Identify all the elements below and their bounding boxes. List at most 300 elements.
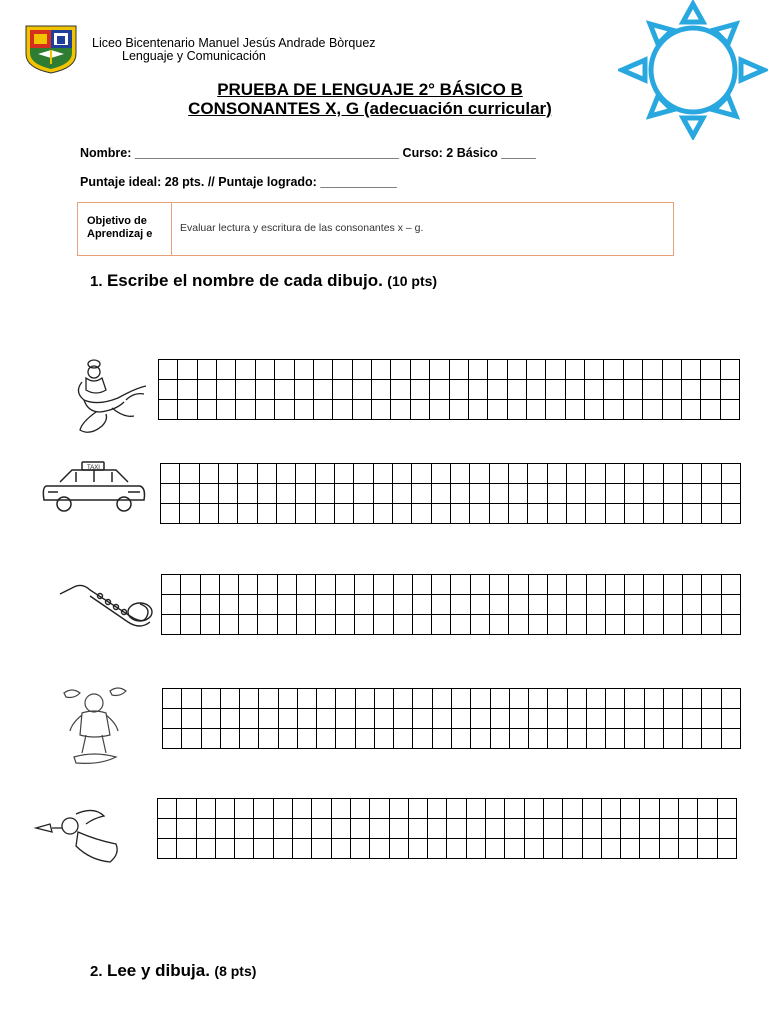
grid-cell[interactable]: [412, 484, 431, 504]
grid-cell[interactable]: [683, 595, 702, 615]
grid-cell[interactable]: [159, 400, 178, 420]
grid-cell[interactable]: [258, 615, 277, 635]
grid-cell[interactable]: [508, 360, 527, 380]
grid-cell[interactable]: [664, 615, 683, 635]
grid-cell[interactable]: [587, 595, 606, 615]
grid-cell[interactable]: [390, 799, 409, 819]
grid-cell[interactable]: [625, 709, 644, 729]
grid-cell[interactable]: [469, 400, 488, 420]
grid-cell[interactable]: [254, 799, 273, 819]
grid-cell[interactable]: [722, 689, 741, 709]
grid-cell[interactable]: [198, 380, 217, 400]
grid-cell[interactable]: [490, 504, 509, 524]
grid-cell[interactable]: [393, 484, 412, 504]
grid-cell[interactable]: [413, 709, 432, 729]
grid-cell[interactable]: [332, 839, 351, 859]
grid-cell[interactable]: [640, 839, 659, 859]
grid-cell[interactable]: [701, 380, 720, 400]
grid-cell[interactable]: [587, 615, 606, 635]
grid-cell[interactable]: [258, 595, 277, 615]
grid-cell[interactable]: [451, 484, 470, 504]
grid-cell[interactable]: [409, 839, 428, 859]
grid-cell[interactable]: [163, 689, 182, 709]
grid-cell[interactable]: [355, 595, 374, 615]
grid-cell[interactable]: [181, 575, 200, 595]
grid-cell[interactable]: [219, 464, 238, 484]
grid-cell[interactable]: [546, 380, 565, 400]
grid-cell[interactable]: [606, 464, 625, 484]
grid-cell[interactable]: [240, 729, 259, 749]
grid-cell[interactable]: [664, 464, 683, 484]
grid-cell[interactable]: [625, 575, 644, 595]
grid-cell[interactable]: [625, 615, 644, 635]
grid-cell[interactable]: [450, 360, 469, 380]
grid-cell[interactable]: [567, 484, 586, 504]
grid-cell[interactable]: [488, 380, 507, 400]
grid-cell[interactable]: [721, 380, 740, 400]
grid-cell[interactable]: [374, 464, 393, 484]
grid-cell[interactable]: [197, 819, 216, 839]
grid-cell[interactable]: [602, 799, 621, 819]
grid-cell[interactable]: [683, 504, 702, 524]
grid-cell[interactable]: [274, 799, 293, 819]
grid-cell[interactable]: [490, 484, 509, 504]
grid-cell[interactable]: [353, 380, 372, 400]
grid-cell[interactable]: [527, 380, 546, 400]
grid-cell[interactable]: [447, 799, 466, 819]
grid-cell[interactable]: [722, 504, 741, 524]
grid-cell[interactable]: [372, 400, 391, 420]
grid-cell[interactable]: [587, 709, 606, 729]
grid-cell[interactable]: [679, 819, 698, 839]
grid-cell[interactable]: [509, 615, 528, 635]
grid-cell[interactable]: [409, 799, 428, 819]
grid-cell[interactable]: [548, 729, 567, 749]
grid-cell[interactable]: [664, 689, 683, 709]
grid-cell[interactable]: [451, 464, 470, 484]
grid-cell[interactable]: [721, 360, 740, 380]
grid-cell[interactable]: [663, 400, 682, 420]
grid-cell[interactable]: [447, 839, 466, 859]
grid-cell[interactable]: [159, 360, 178, 380]
grid-cell[interactable]: [702, 595, 721, 615]
grid-cell[interactable]: [621, 839, 640, 859]
grid-cell[interactable]: [529, 689, 548, 709]
grid-cell[interactable]: [470, 484, 489, 504]
grid-cell[interactable]: [259, 709, 278, 729]
grid-cell[interactable]: [525, 799, 544, 819]
grid-cell[interactable]: [471, 615, 490, 635]
grid-cell[interactable]: [394, 709, 413, 729]
grid-cell[interactable]: [528, 504, 547, 524]
grid-cell[interactable]: [566, 380, 585, 400]
grid-cell[interactable]: [486, 839, 505, 859]
grid-cell[interactable]: [162, 615, 181, 635]
grid-cell[interactable]: [317, 709, 336, 729]
grid-cell[interactable]: [221, 729, 240, 749]
grid-cell[interactable]: [451, 575, 470, 595]
grid-cell[interactable]: [275, 380, 294, 400]
grid-cell[interactable]: [450, 400, 469, 420]
grid-cell[interactable]: [297, 575, 316, 595]
grid-cell[interactable]: [488, 360, 507, 380]
grid-cell[interactable]: [644, 484, 663, 504]
grid-cell[interactable]: [317, 689, 336, 709]
grid-cell[interactable]: [587, 689, 606, 709]
grid-cell[interactable]: [336, 595, 355, 615]
grid-cell[interactable]: [178, 400, 197, 420]
grid-cell[interactable]: [529, 709, 548, 729]
grid-cell[interactable]: [201, 575, 220, 595]
grid-cell[interactable]: [583, 799, 602, 819]
grid-cell[interactable]: [664, 709, 683, 729]
grid-cell[interactable]: [624, 400, 643, 420]
grid-cell[interactable]: [586, 464, 605, 484]
grid-cell[interactable]: [702, 504, 721, 524]
grid-cell[interactable]: [505, 819, 524, 839]
grid-cell[interactable]: [452, 689, 471, 709]
grid-cell[interactable]: [178, 360, 197, 380]
grid-cell[interactable]: [566, 400, 585, 420]
grid-cell[interactable]: [625, 729, 644, 749]
grid-cell[interactable]: [198, 400, 217, 420]
grid-cell[interactable]: [471, 595, 490, 615]
grid-cell[interactable]: [433, 729, 452, 749]
grid-cell[interactable]: [277, 464, 296, 484]
grid-cell[interactable]: [528, 484, 547, 504]
grid-cell[interactable]: [625, 595, 644, 615]
grid-cell[interactable]: [467, 799, 486, 819]
grid-cell[interactable]: [235, 819, 254, 839]
grid-cell[interactable]: [568, 729, 587, 749]
grid-cell[interactable]: [356, 729, 375, 749]
grid-cell[interactable]: [354, 464, 373, 484]
grid-cell[interactable]: [471, 709, 490, 729]
grid-cell[interactable]: [412, 464, 431, 484]
grid-cell[interactable]: [486, 799, 505, 819]
grid-cell[interactable]: [335, 464, 354, 484]
grid-cell[interactable]: [643, 380, 662, 400]
grid-cell[interactable]: [548, 484, 567, 504]
grid-cell[interactable]: [587, 729, 606, 749]
grid-cell[interactable]: [567, 615, 586, 635]
grid-cell[interactable]: [375, 729, 394, 749]
grid-cell[interactable]: [428, 839, 447, 859]
curso-blank[interactable]: _____: [501, 146, 536, 160]
grid-cell[interactable]: [718, 819, 737, 839]
grid-cell[interactable]: [430, 400, 449, 420]
grid-cell[interactable]: [488, 400, 507, 420]
grid-cell[interactable]: [158, 799, 177, 819]
grid-cell[interactable]: [490, 575, 509, 595]
grid-cell[interactable]: [548, 595, 567, 615]
grid-cell[interactable]: [220, 575, 239, 595]
grid-cell[interactable]: [645, 729, 664, 749]
grid-cell[interactable]: [432, 595, 451, 615]
grid-cell[interactable]: [277, 484, 296, 504]
grid-cell[interactable]: [683, 615, 702, 635]
grid-cell[interactable]: [333, 400, 352, 420]
grid-cell[interactable]: [413, 575, 432, 595]
grid-cell[interactable]: [430, 380, 449, 400]
grid-cell[interactable]: [221, 689, 240, 709]
grid-cell[interactable]: [356, 689, 375, 709]
grid-cell[interactable]: [491, 709, 510, 729]
grid-cell[interactable]: [527, 360, 546, 380]
writing-grid-3[interactable]: [161, 574, 741, 635]
grid-cell[interactable]: [390, 839, 409, 859]
grid-cell[interactable]: [298, 709, 317, 729]
grid-cell[interactable]: [583, 839, 602, 859]
grid-cell[interactable]: [644, 615, 663, 635]
grid-cell[interactable]: [467, 839, 486, 859]
grid-cell[interactable]: [217, 400, 236, 420]
grid-cell[interactable]: [640, 819, 659, 839]
grid-cell[interactable]: [391, 380, 410, 400]
grid-cell[interactable]: [722, 575, 741, 595]
grid-cell[interactable]: [663, 360, 682, 380]
grid-cell[interactable]: [394, 575, 413, 595]
grid-cell[interactable]: [701, 360, 720, 380]
grid-cell[interactable]: [278, 575, 297, 595]
grid-cell[interactable]: [238, 484, 257, 504]
grid-cell[interactable]: [372, 380, 391, 400]
grid-cell[interactable]: [277, 504, 296, 524]
grid-cell[interactable]: [391, 360, 410, 380]
puntaje-logrado-blank[interactable]: ___________: [320, 175, 397, 189]
grid-cell[interactable]: [586, 484, 605, 504]
grid-cell[interactable]: [216, 799, 235, 819]
grid-cell[interactable]: [548, 689, 567, 709]
grid-cell[interactable]: [181, 615, 200, 635]
grid-cell[interactable]: [216, 839, 235, 859]
grid-cell[interactable]: [296, 504, 315, 524]
grid-cell[interactable]: [452, 709, 471, 729]
grid-cell[interactable]: [216, 819, 235, 839]
grid-cell[interactable]: [604, 400, 623, 420]
grid-cell[interactable]: [235, 839, 254, 859]
grid-cell[interactable]: [316, 464, 335, 484]
grid-cell[interactable]: [509, 595, 528, 615]
grid-cell[interactable]: [702, 709, 721, 729]
grid-cell[interactable]: [314, 380, 333, 400]
grid-cell[interactable]: [314, 360, 333, 380]
grid-cell[interactable]: [254, 819, 273, 839]
grid-cell[interactable]: [467, 819, 486, 839]
grid-cell[interactable]: [702, 729, 721, 749]
grid-cell[interactable]: [312, 839, 331, 859]
grid-cell[interactable]: [159, 380, 178, 400]
grid-cell[interactable]: [587, 575, 606, 595]
grid-cell[interactable]: [259, 729, 278, 749]
grid-cell[interactable]: [432, 484, 451, 504]
grid-cell[interactable]: [355, 575, 374, 595]
grid-cell[interactable]: [660, 839, 679, 859]
grid-cell[interactable]: [722, 464, 741, 484]
grid-cell[interactable]: [335, 484, 354, 504]
grid-cell[interactable]: [180, 464, 199, 484]
grid-cell[interactable]: [412, 504, 431, 524]
grid-cell[interactable]: [221, 709, 240, 729]
grid-cell[interactable]: [256, 380, 275, 400]
grid-cell[interactable]: [664, 504, 683, 524]
grid-cell[interactable]: [471, 729, 490, 749]
grid-cell[interactable]: [509, 464, 528, 484]
grid-cell[interactable]: [718, 839, 737, 859]
grid-cell[interactable]: [201, 615, 220, 635]
grid-cell[interactable]: [316, 615, 335, 635]
grid-cell[interactable]: [351, 819, 370, 839]
grid-cell[interactable]: [548, 464, 567, 484]
grid-cell[interactable]: [660, 819, 679, 839]
grid-cell[interactable]: [374, 484, 393, 504]
grid-cell[interactable]: [259, 689, 278, 709]
writing-grid-4[interactable]: [162, 688, 741, 749]
grid-cell[interactable]: [202, 729, 221, 749]
grid-cell[interactable]: [451, 595, 470, 615]
grid-cell[interactable]: [722, 729, 741, 749]
grid-cell[interactable]: [644, 595, 663, 615]
grid-cell[interactable]: [621, 819, 640, 839]
grid-cell[interactable]: [702, 689, 721, 709]
grid-cell[interactable]: [525, 839, 544, 859]
grid-cell[interactable]: [683, 484, 702, 504]
grid-cell[interactable]: [471, 689, 490, 709]
grid-cell[interactable]: [682, 360, 701, 380]
grid-cell[interactable]: [258, 504, 277, 524]
grid-cell[interactable]: [297, 595, 316, 615]
grid-cell[interactable]: [566, 360, 585, 380]
writing-grid-2[interactable]: [160, 463, 741, 524]
grid-cell[interactable]: [450, 380, 469, 400]
grid-cell[interactable]: [606, 595, 625, 615]
grid-cell[interactable]: [585, 400, 604, 420]
grid-cell[interactable]: [469, 380, 488, 400]
grid-cell[interactable]: [644, 504, 663, 524]
grid-cell[interactable]: [217, 380, 236, 400]
grid-cell[interactable]: [314, 400, 333, 420]
grid-cell[interactable]: [413, 595, 432, 615]
grid-cell[interactable]: [546, 400, 565, 420]
grid-cell[interactable]: [355, 615, 374, 635]
grid-cell[interactable]: [336, 709, 355, 729]
grid-cell[interactable]: [433, 689, 452, 709]
grid-cell[interactable]: [683, 729, 702, 749]
grid-cell[interactable]: [279, 689, 298, 709]
grid-cell[interactable]: [413, 615, 432, 635]
grid-cell[interactable]: [316, 484, 335, 504]
grid-cell[interactable]: [548, 575, 567, 595]
grid-cell[interactable]: [256, 360, 275, 380]
grid-cell[interactable]: [643, 400, 662, 420]
grid-cell[interactable]: [509, 575, 528, 595]
nombre-blank[interactable]: ______________________________________: [134, 146, 400, 160]
grid-cell[interactable]: [353, 400, 372, 420]
grid-cell[interactable]: [258, 575, 277, 595]
grid-cell[interactable]: [548, 615, 567, 635]
grid-cell[interactable]: [335, 504, 354, 524]
grid-cell[interactable]: [606, 504, 625, 524]
grid-cell[interactable]: [411, 400, 430, 420]
grid-cell[interactable]: [471, 575, 490, 595]
grid-cell[interactable]: [432, 504, 451, 524]
grid-cell[interactable]: [293, 819, 312, 839]
grid-cell[interactable]: [721, 400, 740, 420]
grid-cell[interactable]: [235, 799, 254, 819]
grid-cell[interactable]: [718, 799, 737, 819]
grid-cell[interactable]: [274, 819, 293, 839]
grid-cell[interactable]: [298, 729, 317, 749]
grid-cell[interactable]: [505, 839, 524, 859]
grid-cell[interactable]: [606, 709, 625, 729]
grid-cell[interactable]: [567, 575, 586, 595]
grid-cell[interactable]: [316, 504, 335, 524]
grid-cell[interactable]: [390, 819, 409, 839]
grid-cell[interactable]: [510, 729, 529, 749]
grid-cell[interactable]: [394, 615, 413, 635]
grid-cell[interactable]: [563, 819, 582, 839]
grid-cell[interactable]: [664, 595, 683, 615]
grid-cell[interactable]: [312, 819, 331, 839]
grid-cell[interactable]: [197, 799, 216, 819]
grid-cell[interactable]: [295, 360, 314, 380]
grid-cell[interactable]: [567, 464, 586, 484]
grid-cell[interactable]: [508, 380, 527, 400]
grid-cell[interactable]: [317, 729, 336, 749]
grid-cell[interactable]: [644, 575, 663, 595]
grid-cell[interactable]: [256, 400, 275, 420]
grid-cell[interactable]: [394, 689, 413, 709]
grid-cell[interactable]: [563, 839, 582, 859]
grid-cell[interactable]: [413, 689, 432, 709]
grid-cell[interactable]: [606, 615, 625, 635]
grid-cell[interactable]: [201, 595, 220, 615]
grid-cell[interactable]: [529, 615, 548, 635]
grid-cell[interactable]: [258, 464, 277, 484]
grid-cell[interactable]: [428, 799, 447, 819]
grid-cell[interactable]: [432, 575, 451, 595]
grid-cell[interactable]: [236, 380, 255, 400]
grid-cell[interactable]: [374, 504, 393, 524]
grid-cell[interactable]: [529, 575, 548, 595]
grid-cell[interactable]: [316, 595, 335, 615]
grid-cell[interactable]: [393, 464, 412, 484]
grid-cell[interactable]: [702, 575, 721, 595]
grid-cell[interactable]: [182, 689, 201, 709]
grid-cell[interactable]: [606, 484, 625, 504]
grid-cell[interactable]: [645, 689, 664, 709]
grid-cell[interactable]: [722, 595, 741, 615]
grid-cell[interactable]: [411, 360, 430, 380]
grid-cell[interactable]: [660, 799, 679, 819]
grid-cell[interactable]: [490, 464, 509, 484]
grid-cell[interactable]: [683, 464, 702, 484]
grid-cell[interactable]: [158, 819, 177, 839]
grid-cell[interactable]: [469, 360, 488, 380]
grid-cell[interactable]: [490, 615, 509, 635]
grid-cell[interactable]: [433, 709, 452, 729]
grid-cell[interactable]: [217, 360, 236, 380]
grid-cell[interactable]: [372, 360, 391, 380]
grid-cell[interactable]: [643, 360, 662, 380]
grid-cell[interactable]: [274, 839, 293, 859]
grid-cell[interactable]: [295, 380, 314, 400]
grid-cell[interactable]: [413, 729, 432, 749]
grid-cell[interactable]: [702, 484, 721, 504]
grid-cell[interactable]: [239, 595, 258, 615]
grid-cell[interactable]: [510, 689, 529, 709]
grid-cell[interactable]: [624, 380, 643, 400]
